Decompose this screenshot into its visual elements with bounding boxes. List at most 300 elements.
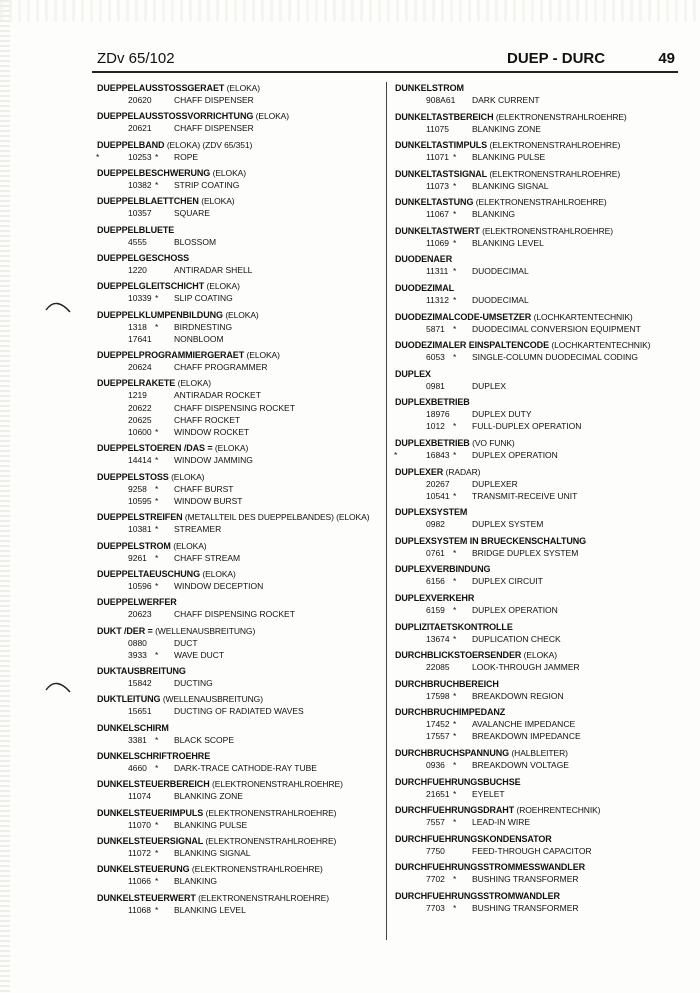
entry-term: DUNKELSTEUERIMPULS [97, 807, 204, 818]
glossary-entry [395, 747, 685, 771]
translation-line [395, 449, 685, 461]
glossary-entry [97, 442, 382, 466]
translation-text: STREAMER [174, 524, 222, 535]
term-code: 20623 [128, 609, 152, 620]
translation-line [97, 552, 382, 564]
term-code: 3933 [128, 649, 147, 660]
entry-qualifier: (ELEKTRONENSTRAHLROEHRE) [205, 836, 337, 846]
entry-heading [97, 596, 382, 608]
translation-line [395, 902, 685, 914]
glossary-entry [395, 649, 685, 673]
entry-term: DUNKELSTEUERBEREICH [97, 779, 210, 790]
entry-term: DURCHBRUCHIMPEDANZ [395, 707, 506, 718]
term-code: 0982 [426, 519, 445, 530]
translation-line [97, 321, 382, 333]
entry-heading [395, 396, 685, 408]
asterisk-mark: * [453, 731, 457, 742]
translation-text: SLIP COATING [174, 293, 233, 304]
asterisk-mark: * [155, 483, 159, 494]
translation-text: BLANKING PULSE [472, 152, 546, 163]
term-code: 11070 [128, 819, 152, 830]
asterisk-mark: * [453, 180, 457, 191]
binder-hole-mark [44, 680, 72, 694]
translation-line [395, 408, 685, 420]
entry-qualifier: (VO FUNK) [472, 437, 515, 448]
entry-term: DUPLEXBETRIEB [395, 437, 470, 448]
entry-heading [97, 309, 382, 321]
translation-text: BLANKING PULSE [174, 819, 248, 830]
entry-term: DURCHFUEHRUNGSBUCHSE [395, 776, 521, 787]
term-code: 7557 [426, 817, 445, 828]
translation-text: WINDOW DECEPTION [174, 580, 264, 591]
translation-text: ANTIRADAR ROCKET [174, 390, 261, 401]
glossary-entry [395, 225, 685, 249]
translation-line [395, 759, 685, 771]
page-number: 49 [658, 50, 675, 67]
entry-heading [395, 339, 685, 351]
entry-heading [97, 665, 382, 677]
translation-line [395, 478, 685, 490]
term-code: 5871 [426, 323, 445, 334]
entry-heading [395, 225, 685, 237]
entry-heading [395, 437, 685, 449]
entry-heading [97, 280, 382, 292]
entry-heading [97, 722, 382, 734]
glossary-entry [97, 167, 382, 191]
glossary-entry [97, 82, 382, 106]
entry-term: DUEPPELTAEUSCHUNG [97, 568, 200, 579]
glossary-entry [97, 596, 382, 620]
term-code: 13674 [426, 633, 450, 644]
translation-text: FULL-DUPLEX OPERATION [472, 421, 582, 432]
glossary-entry [395, 253, 685, 277]
glossary-entry [97, 195, 382, 219]
glossary-entry [395, 535, 685, 559]
entry-term: DUNKELTASTUNG [395, 197, 474, 208]
entry-qualifier: (WELLENAUSBREITUNG) [155, 625, 256, 636]
entry-heading [395, 804, 685, 816]
term-code: 7702 [426, 874, 445, 885]
translation-text: LEAD-IN WIRE [472, 817, 531, 828]
translation-text: BREAKDOWN REGION [472, 690, 564, 701]
term-code: 11074 [128, 791, 152, 802]
term-code: 15651 [128, 706, 152, 717]
translation-text: DUPLEX CIRCUIT [472, 576, 543, 587]
glossary-entry [395, 82, 685, 106]
asterisk-mark: * [453, 788, 457, 799]
entry-qualifier: (ELEKTRONENSTRAHLROEHRE) [475, 197, 607, 208]
left-column [97, 82, 382, 920]
translation-line [97, 819, 382, 831]
glossary-entry [395, 563, 685, 587]
asterisk-mark: * [155, 179, 159, 190]
translation-line [395, 604, 685, 616]
translation-line [97, 677, 382, 689]
entry-heading [97, 195, 382, 207]
asterisk-mark: * [453, 633, 457, 644]
asterisk-mark: * [155, 649, 159, 660]
entry-heading [395, 563, 685, 575]
translation-text: BLANKING [174, 876, 217, 887]
glossary-entry [97, 540, 382, 564]
glossary-entry [395, 706, 685, 742]
translation-text: BUSHING TRANSFORMER [472, 874, 579, 885]
glossary-entry [395, 861, 685, 885]
asterisk-mark: * [155, 524, 159, 535]
translation-line [395, 294, 685, 306]
entry-qualifier: (ELOKA) (ZDV 65/351) [166, 139, 253, 150]
term-code: 17598 [426, 690, 450, 701]
translation-line [395, 265, 685, 277]
glossary-entry [395, 139, 685, 163]
asterisk-mark: * [453, 604, 457, 615]
entry-heading [97, 807, 382, 819]
translation-text: LOOK-THROUGH JAMMER [472, 662, 580, 673]
glossary-entry [395, 437, 685, 461]
asterisk-mark: * [453, 266, 457, 277]
margin-asterisk: * [96, 151, 100, 162]
glossary-entry [395, 111, 685, 135]
translation-line [97, 361, 382, 373]
term-code: 11311 [426, 266, 449, 277]
glossary-entry [97, 139, 382, 163]
asterisk-mark: * [453, 421, 457, 432]
asterisk-mark: * [453, 449, 457, 460]
term-code: 10357 [128, 208, 152, 219]
entry-term: DUEPPELSTOEREN /DAS = [97, 443, 213, 454]
entry-term: DURCHFUEHRUNGSSTROMMESSWANDLER [395, 862, 585, 873]
entry-qualifier: (LOCHKARTENTECHNIK) [533, 311, 633, 322]
entry-term: DURCHBRUCHSPANNUNG [395, 747, 510, 758]
translation-line [97, 122, 382, 134]
glossary-entry [97, 665, 382, 689]
translation-line [395, 661, 685, 673]
asterisk-mark: * [453, 759, 457, 770]
header-rule [92, 71, 678, 73]
entry-heading [395, 139, 685, 151]
asterisk-mark: * [155, 580, 159, 591]
asterisk-mark: * [453, 152, 457, 163]
glossary-entry [97, 309, 382, 345]
asterisk-mark: * [453, 719, 457, 730]
glossary-entry [97, 835, 382, 859]
translation-text: BREAKDOWN IMPEDANCE [472, 731, 581, 742]
term-code: 908A61 [426, 95, 456, 105]
term-code: 0880 [128, 637, 147, 648]
scan-top-noise [0, 0, 700, 22]
asterisk-mark: * [453, 352, 457, 363]
term-code: 10253 [128, 151, 152, 162]
term-code: 20620 [128, 95, 152, 105]
term-code: 22085 [426, 662, 450, 673]
translation-line [395, 816, 685, 828]
entry-qualifier: (ELEKTRONENSTRAHLROEHRE) [205, 807, 337, 818]
translation-line [97, 333, 382, 345]
entry-heading [97, 442, 382, 454]
translation-line [97, 495, 382, 507]
glossary-entry [395, 339, 685, 363]
glossary-entry [97, 807, 382, 831]
translation-text: CHAFF PROGRAMMER [174, 362, 268, 373]
term-code: 10595 [128, 495, 152, 506]
translation-line [395, 123, 685, 135]
translation-line [97, 762, 382, 774]
glossary-entry [395, 506, 685, 530]
entry-term: DUNKELTASTBEREICH [395, 111, 494, 122]
glossary-entry [97, 568, 382, 592]
entry-term: DURCHFUEHRUNGSSTROMWANDLER [395, 890, 560, 901]
entry-heading [97, 139, 382, 151]
translation-line [97, 179, 382, 191]
term-code: 7750 [426, 845, 445, 856]
translation-text: DARK CURRENT [472, 95, 540, 105]
entry-term: DUEPPELSTREIFEN [97, 512, 183, 523]
translation-line [395, 633, 685, 645]
translation-line [395, 151, 685, 163]
translation-line [395, 718, 685, 730]
asterisk-mark: * [453, 294, 457, 305]
term-code: 14414 [128, 455, 152, 466]
entry-term: DUEPPELKLUMPENBILDUNG [97, 309, 223, 320]
entry-heading [395, 621, 685, 633]
entry-term: DUPLEXSYSTEM [395, 507, 468, 518]
translation-text: DUCTING OF RADIATED WAVES [174, 706, 304, 717]
translation-text: DUODECIMAL [472, 294, 529, 305]
translation-line [97, 483, 382, 495]
term-code: 10541 [426, 490, 450, 501]
term-code: 20622 [128, 402, 152, 413]
translation-line [395, 380, 685, 392]
translation-line [97, 608, 382, 620]
right-column [395, 82, 685, 918]
translation-line [97, 389, 382, 401]
entry-qualifier: (ELOKA) [201, 196, 235, 207]
translation-text: DUCTING [174, 678, 213, 689]
glossary-entry [97, 863, 382, 887]
entry-term: DUEPPELAUSSTOSSGERAET [97, 83, 225, 93]
glossary-entry [395, 466, 685, 502]
translation-text: DARK-TRACE CATHODE-RAY TUBE [174, 763, 317, 774]
translation-text: DUODECIMAL CONVERSION EQUIPMENT [472, 323, 641, 334]
translation-line [395, 845, 685, 857]
entry-heading [97, 167, 382, 179]
term-code: 0936 [426, 759, 445, 770]
entry-term: DURCHFUEHRUNGSKONDENSATOR [395, 833, 552, 844]
translation-line [97, 151, 382, 163]
entry-heading [395, 466, 685, 478]
translation-line [97, 705, 382, 717]
entry-term: DUODEZIMAL [395, 282, 454, 293]
translation-line [97, 904, 382, 916]
glossary-entry [97, 224, 382, 248]
translation-text: WINDOW BURST [174, 495, 243, 506]
entry-term: DURCHBRUCHBEREICH [395, 678, 499, 689]
entry-term: DURCHFUEHRUNGSDRAHT [395, 805, 515, 816]
entry-heading [97, 835, 382, 847]
entry-heading [395, 196, 685, 208]
entry-heading [395, 592, 685, 604]
term-code: 6053 [426, 352, 445, 363]
entry-heading [395, 678, 685, 690]
asterisk-mark: * [453, 209, 457, 220]
translation-line [97, 292, 382, 304]
asterisk-mark: * [155, 151, 159, 162]
glossary-entry [395, 621, 685, 645]
term-code: 11067 [426, 209, 450, 220]
glossary-entry [395, 396, 685, 432]
translation-text: DUPLEX OPERATION [472, 449, 558, 460]
glossary-entry [97, 349, 382, 373]
entry-term: DUEPPELWERFER [97, 597, 177, 608]
entry-term: DUNKELSTEUERSIGNAL [97, 836, 204, 846]
entry-qualifier: (ELEKTRONENSTRAHLROEHRE) [191, 864, 323, 875]
term-code: 11073 [426, 180, 450, 191]
term-code: 10596 [128, 580, 152, 591]
translation-text: EYELET [472, 788, 505, 799]
asterisk-mark: * [155, 819, 159, 830]
translation-text: WINDOW JAMMING [174, 455, 253, 466]
term-code: 3381 [128, 734, 147, 745]
term-code: 7703 [426, 902, 445, 913]
term-code: 0981 [426, 380, 445, 391]
entry-qualifier: (ELOKA) [173, 540, 207, 551]
term-code: 9261 [128, 552, 147, 563]
translation-text: ANTIRADAR SHELL [174, 264, 253, 275]
entry-qualifier: (RADAR) [445, 466, 481, 477]
entry-qualifier: (HALBLEITER) [511, 747, 568, 758]
translation-text: SINGLE-COLUMN DUODECIMAL CODING [472, 352, 638, 363]
asterisk-mark: * [155, 848, 159, 858]
term-code: 10339 [128, 293, 152, 304]
translation-line [395, 547, 685, 559]
translation-text: CHAFF DISPENSER [174, 95, 254, 105]
translation-line [395, 518, 685, 530]
translation-text: CHAFF DISPENSING ROCKET [174, 402, 295, 413]
entry-qualifier: (ELEKTRONENSTRAHLROEHRE) [489, 168, 621, 179]
glossary-entry [97, 625, 382, 661]
glossary-entry [97, 778, 382, 802]
term-code: 0761 [426, 547, 445, 558]
entry-qualifier: (ELOKA) [255, 111, 289, 122]
entry-term: DUEPPELSTROM [97, 540, 171, 551]
translation-line [97, 402, 382, 414]
entry-heading [97, 750, 382, 762]
entry-heading [97, 110, 382, 122]
translation-line [97, 414, 382, 426]
entry-term: DUEPPELAUSSTOSSVORRICHTUNG [97, 111, 254, 122]
entry-heading [395, 890, 685, 902]
translation-line [97, 734, 382, 746]
entry-term: DUPLEXER [395, 466, 444, 477]
entry-qualifier: (ELEKTRONENSTRAHLROEHRE) [482, 225, 613, 236]
translation-line [97, 875, 382, 887]
glossary-entry [395, 282, 685, 306]
term-code: 11071 [426, 152, 450, 163]
translation-line [97, 649, 382, 661]
entry-term: DUNKELSTEUERWERT [97, 892, 196, 903]
translation-text: BLANKING SIGNAL [174, 848, 251, 858]
term-code: 4555 [128, 236, 147, 247]
entry-qualifier: (WELLENAUSBREITUNG) [162, 694, 263, 705]
entry-heading [395, 833, 685, 845]
translation-line [395, 490, 685, 502]
translation-text: DUPLEX OPERATION [472, 604, 558, 615]
entry-term: DUODEZIMALCODE-UMSETZER [395, 311, 532, 322]
entry-heading [97, 625, 382, 637]
entry-term: DUPLEXVERKEHR [395, 592, 475, 603]
entry-term: DUEPPELGESCHOSS [97, 252, 190, 263]
entry-heading [395, 111, 685, 123]
entry-heading [97, 568, 382, 580]
entry-term: DUODEZIMALER EINSPALTENCODE [395, 340, 549, 351]
translation-line [97, 264, 382, 276]
term-code: 20624 [128, 362, 152, 373]
entry-term: DUEPPELRAKETE [97, 378, 176, 389]
entry-qualifier: (ELEKTRONENSTRAHLROEHRE) [212, 779, 343, 790]
entry-qualifier: (ELOKA) [225, 309, 259, 320]
translation-line [97, 207, 382, 219]
entry-heading [395, 706, 685, 718]
translation-text: DUPLICATION CHECK [472, 633, 561, 644]
glossary-entry [395, 833, 685, 857]
term-code: 4660 [128, 763, 147, 774]
translation-line [395, 94, 685, 106]
glossary-entry [97, 471, 382, 507]
entry-range: DUEP - DURC [507, 50, 606, 67]
translation-line [395, 180, 685, 192]
entry-heading [395, 368, 685, 380]
translation-line [395, 788, 685, 800]
entry-heading [395, 506, 685, 518]
translation-text: WAVE DUCT [174, 649, 225, 660]
translation-line [395, 323, 685, 335]
entry-term: DUEPPELBLAETTCHEN [97, 196, 199, 207]
glossary-entry [97, 377, 382, 438]
entry-heading [395, 168, 685, 180]
asterisk-mark: * [453, 576, 457, 587]
translation-text: DUPLEXER [472, 478, 518, 489]
translation-text: FEED-THROUGH CAPACITOR [472, 845, 592, 856]
translation-text: BLANKING LEVEL [174, 904, 246, 915]
glossary-entry [395, 804, 685, 828]
entry-term: DUNKELSCHIRM [97, 722, 169, 733]
translation-text: BLANKING SIGNAL [472, 180, 549, 191]
entry-term: DUNKELTASTIMPULS [395, 140, 488, 151]
entry-term: DUNKELSCHRIFTROEHRE [97, 751, 211, 762]
binder-hole-mark [44, 300, 72, 314]
translation-text: DUPLEX DUTY [472, 409, 532, 420]
asterisk-mark: * [453, 874, 457, 885]
document-id: ZDv 65/102 [97, 50, 175, 67]
page-header [97, 50, 675, 70]
entry-qualifier: (ELOKA) [523, 650, 557, 661]
asterisk-mark: * [155, 321, 159, 332]
entry-term: DUODENAER [395, 254, 453, 265]
translation-text: BLANKING LEVEL [472, 237, 544, 248]
translation-line [395, 208, 685, 220]
translation-text: AVALANCHE IMPEDANCE [472, 719, 576, 730]
term-code: 11075 [426, 123, 450, 134]
asterisk-mark: * [453, 817, 457, 828]
glossary-entry [97, 280, 382, 304]
translation-line [97, 523, 382, 535]
asterisk-mark: * [453, 690, 457, 701]
translation-text: WINDOW ROCKET [174, 427, 250, 438]
entry-term: DUNKELTASTWERT [395, 225, 480, 236]
entry-term: DUNKELSTEUERUNG [97, 864, 190, 875]
translation-text: BLANKING ZONE [174, 791, 243, 802]
translation-text: BUSHING TRANSFORMER [472, 902, 579, 913]
